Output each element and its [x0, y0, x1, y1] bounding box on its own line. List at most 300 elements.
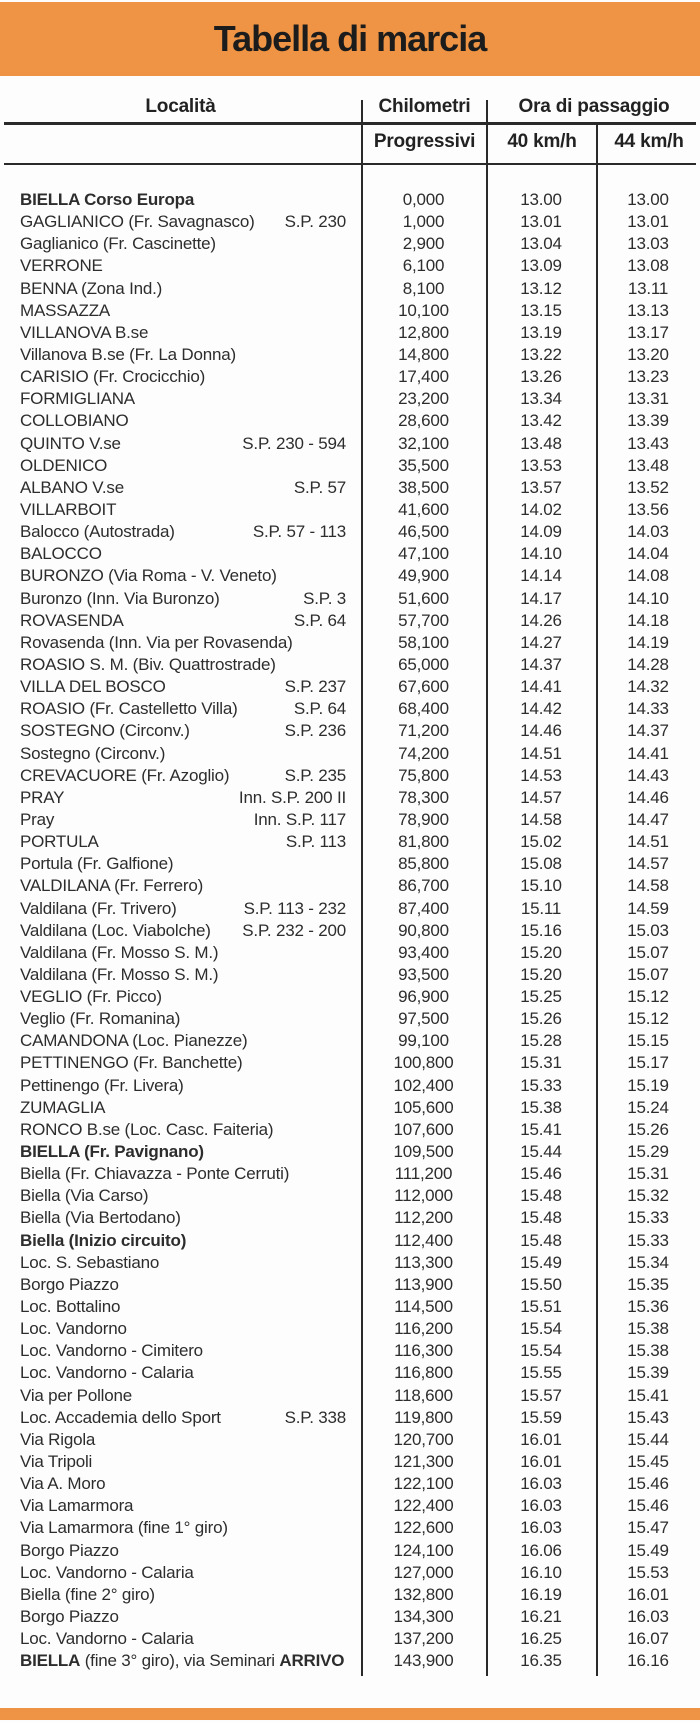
table-row: [0, 543, 700, 565]
km-progressive-cell: 35,500: [398, 455, 449, 475]
locality-name: CREVACUORE (Fr. Azoglio): [20, 765, 230, 785]
locality-cell: [0, 300, 361, 322]
time-44kmh-cell: 15.47: [627, 1518, 669, 1538]
time-40kmh-cell: 13.26: [520, 367, 562, 387]
time-44kmh-cell: 15.03: [627, 920, 669, 940]
time-44kmh-cell: 14.19: [627, 632, 669, 652]
time-40kmh-cell: 15.20: [520, 964, 562, 984]
table-row: [0, 1495, 700, 1517]
locality-cell: [0, 986, 361, 1008]
time-44kmh-cell: 14.37: [627, 721, 669, 741]
table-row: [0, 1052, 700, 1074]
timetable-rows: [0, 165, 700, 1672]
table-row: [0, 1385, 700, 1407]
km-progressive-cell: 10,100: [398, 300, 449, 320]
locality-cell: [0, 388, 361, 410]
km-progressive-cell: 105,600: [393, 1097, 454, 1117]
table-row: [0, 698, 700, 720]
locality-name: VILLANOVA B.se: [20, 322, 149, 342]
sp-road-label: S.P. 230 - 594: [242, 433, 346, 453]
km-progressive-cell: 137,200: [393, 1629, 454, 1649]
locality-cell: [0, 1628, 361, 1650]
table-row: [0, 388, 700, 410]
locality-name: VEGLIO (Fr. Picco): [20, 987, 162, 1007]
locality-name: BURONZO (Via Roma - V. Veneto): [20, 566, 277, 586]
time-40kmh-cell: 14.57: [520, 787, 562, 807]
time-44kmh-cell: 13.01: [627, 212, 669, 232]
locality-cell: [0, 610, 361, 632]
time-44kmh-cell: 13.00: [627, 190, 669, 209]
locality-cell: [0, 1075, 361, 1097]
km-progressive-cell: 112,200: [394, 1208, 453, 1228]
table-row: [0, 964, 700, 986]
time-44kmh-cell: 13.31: [627, 389, 669, 409]
km-progressive-cell: 109,500: [393, 1142, 454, 1162]
table-row: [0, 986, 700, 1008]
table-row: [0, 1141, 700, 1163]
column-header-44kmh: 44 km/h: [614, 131, 684, 152]
locality-name: Via Lamarmora: [20, 1496, 134, 1516]
time-40kmh-cell: 16.25: [520, 1629, 562, 1649]
time-40kmh-cell: 13.01: [520, 212, 562, 232]
locality-name: Pray: [20, 809, 55, 829]
table-row: [0, 233, 700, 255]
time-40kmh-cell: 14.53: [520, 765, 562, 785]
locality-cell: [0, 477, 361, 499]
time-40kmh-cell: 14.14: [520, 566, 562, 586]
table-row: [0, 255, 700, 277]
time-44kmh-cell: 15.41: [627, 1385, 669, 1405]
locality-cell: [0, 809, 361, 831]
page-title: Tabella di marcia: [213, 18, 487, 59]
km-progressive-cell: 100,800: [393, 1053, 454, 1073]
sp-road-label: S.P. 232 - 200: [242, 920, 346, 940]
table-row: [0, 1296, 700, 1318]
time-44kmh-cell: 15.32: [627, 1186, 669, 1206]
table-row: [0, 211, 700, 233]
column-header-ora-di-passaggio: Ora di passaggio: [518, 96, 670, 117]
km-progressive-cell: 122,600: [393, 1518, 454, 1538]
locality-cell: [0, 255, 361, 277]
time-40kmh-cell: 14.09: [520, 522, 562, 542]
time-40kmh-cell: 14.46: [520, 721, 562, 741]
km-progressive-cell: 28,600: [398, 411, 449, 431]
time-44kmh-cell: 15.36: [627, 1297, 669, 1317]
time-40kmh-cell: 14.02: [520, 499, 562, 519]
time-44kmh-cell: 15.44: [627, 1429, 669, 1449]
locality-name: VILLA DEL BOSCO: [20, 677, 166, 697]
km-progressive-cell: 2,900: [402, 234, 445, 254]
locality-cell: [0, 1274, 361, 1296]
locality-name: Villanova B.se (Fr. La Donna): [20, 344, 236, 364]
locality-cell: [0, 233, 361, 255]
locality-name: Loc. Vandorno - Calaria: [20, 1629, 194, 1649]
locality-name: Rovasenda (Inn. Via per Rovasenda): [20, 632, 293, 652]
time-40kmh-cell: 13.34: [520, 389, 562, 409]
time-40kmh-cell: 14.26: [520, 610, 562, 630]
time-40kmh-cell: 15.54: [520, 1341, 562, 1361]
time-40kmh-cell: 15.25: [520, 987, 562, 1007]
time-40kmh-cell: 15.31: [520, 1053, 562, 1073]
km-progressive-cell: 71,200: [398, 721, 449, 741]
time-44kmh-cell: 15.46: [627, 1474, 669, 1494]
locality-name: Borgo Piazzo: [20, 1274, 119, 1294]
time-40kmh-cell: 14.58: [520, 809, 562, 829]
locality-cell: [0, 743, 361, 765]
km-progressive-cell: 12,800: [398, 322, 449, 342]
time-44kmh-cell: 15.49: [627, 1540, 669, 1560]
time-40kmh-cell: 14.41: [520, 677, 562, 697]
table-row: [0, 720, 700, 742]
locality-cell: [0, 1097, 361, 1119]
locality-cell: [0, 875, 361, 897]
locality-name: Biella (fine 2° giro): [20, 1584, 155, 1604]
locality-cell: [0, 920, 361, 942]
time-44kmh-cell: 13.52: [627, 477, 669, 497]
locality-cell: [0, 853, 361, 875]
km-progressive-cell: 119,800: [394, 1407, 453, 1427]
time-40kmh-cell: 13.22: [520, 344, 562, 364]
time-44kmh-cell: 15.24: [627, 1097, 669, 1117]
time-40kmh-cell: 15.57: [520, 1385, 562, 1405]
locality-name: BIELLA (fine 3° giro), via Seminari ARRIVO: [20, 1651, 345, 1671]
locality-cell: [0, 455, 361, 477]
locality-name: ROASIO (Fr. Castelletto Villa): [20, 699, 238, 719]
km-progressive-cell: 132,800: [393, 1584, 454, 1604]
km-progressive-cell: 102,400: [393, 1075, 454, 1095]
km-progressive-cell: 97,500: [398, 1009, 449, 1029]
locality-cell: [0, 211, 361, 233]
locality-cell: [0, 1407, 361, 1429]
time-40kmh-cell: 16.03: [520, 1518, 562, 1538]
time-40kmh-cell: 15.02: [520, 832, 562, 852]
time-44kmh-cell: 15.29: [627, 1142, 669, 1162]
km-progressive-cell: 0,000: [402, 190, 445, 209]
locality-cell: [0, 1650, 361, 1672]
locality-name: Balocco (Autostrada): [20, 522, 175, 542]
time-44kmh-cell: 14.18: [627, 610, 669, 630]
locality-name: Veglio (Fr. Romanina): [20, 1009, 181, 1029]
time-44kmh-cell: 15.33: [627, 1208, 669, 1228]
time-40kmh-cell: 13.00: [520, 190, 562, 209]
time-44kmh-cell: 14.43: [627, 765, 669, 785]
time-44kmh-cell: 13.43: [627, 433, 669, 453]
time-44kmh-cell: 13.08: [627, 256, 669, 276]
time-40kmh-cell: 15.44: [520, 1142, 562, 1162]
time-44kmh-cell: 13.03: [627, 234, 669, 254]
locality-name: BIELLA (Fr. Pavignano): [20, 1142, 204, 1162]
table-row: [0, 1008, 700, 1030]
table-row: [0, 366, 700, 388]
time-40kmh-cell: 16.01: [520, 1452, 562, 1472]
locality-cell: [0, 189, 361, 211]
time-40kmh-cell: 15.16: [520, 920, 562, 940]
km-progressive-cell: 41,600: [398, 499, 449, 519]
locality-cell: [0, 1473, 361, 1495]
column-header-chilometri: Chilometri: [378, 96, 471, 117]
time-44kmh-cell: 15.46: [627, 1496, 669, 1516]
time-44kmh-cell: 14.08: [627, 566, 669, 586]
locality-name: Loc. Vandorno - Cimitero: [20, 1341, 203, 1361]
locality-cell: [0, 543, 361, 565]
km-progressive-cell: 78,300: [398, 787, 449, 807]
locality-cell: [0, 1185, 361, 1207]
locality-name: ROASIO S. M. (Biv. Quattrostrade): [20, 654, 276, 674]
km-progressive-cell: 8,100: [402, 278, 445, 298]
locality-name: Biella (Via Bertodano): [20, 1208, 181, 1228]
km-progressive-cell: 116,200: [394, 1319, 453, 1339]
locality-name: Loc. S. Sebastiano: [20, 1252, 160, 1272]
time-44kmh-cell: 14.57: [627, 854, 669, 874]
table-row: [0, 1230, 700, 1252]
km-progressive-cell: 51,600: [398, 588, 449, 608]
time-40kmh-cell: 15.48: [520, 1186, 562, 1206]
locality-cell: [0, 1141, 361, 1163]
locality-name: ROVASENDA: [20, 610, 124, 630]
sp-road-label: S.P. 57 - 113: [252, 522, 346, 542]
table-row: [0, 1274, 700, 1296]
locality-cell: [0, 366, 361, 388]
km-progressive-cell: 93,400: [398, 942, 449, 962]
time-44kmh-cell: 13.48: [627, 455, 669, 475]
time-44kmh-cell: 15.38: [627, 1341, 669, 1361]
table-row: [0, 676, 700, 698]
table-row: [0, 1540, 700, 1562]
km-progressive-cell: 90,800: [398, 920, 449, 940]
locality-cell: [0, 1429, 361, 1451]
km-progressive-cell: 81,800: [398, 832, 449, 852]
time-44kmh-cell: 15.39: [627, 1363, 669, 1383]
time-40kmh-cell: 15.55: [520, 1363, 562, 1383]
locality-cell: [0, 676, 361, 698]
sp-road-label: S.P. 64: [293, 699, 346, 719]
locality-cell: [0, 433, 361, 455]
time-40kmh-cell: 15.54: [520, 1319, 562, 1339]
table-row: [0, 1606, 700, 1628]
locality-name: ZUMAGLIA: [20, 1097, 106, 1117]
locality-cell: [0, 588, 361, 610]
table-row: [0, 1119, 700, 1141]
locality-name: Via Lamarmora (fine 1° giro): [20, 1518, 228, 1538]
time-44kmh-cell: 15.17: [627, 1053, 669, 1073]
km-progressive-cell: 96,900: [398, 987, 449, 1007]
locality-name: PORTULA: [20, 832, 99, 852]
time-40kmh-cell: 16.01: [520, 1429, 562, 1449]
km-progressive-cell: 78,900: [398, 809, 449, 829]
table-row: [0, 1451, 700, 1473]
time-40kmh-cell: 13.53: [520, 455, 562, 475]
time-40kmh-cell: 15.46: [520, 1164, 562, 1184]
km-progressive-cell: 122,400: [393, 1496, 454, 1516]
time-44kmh-cell: 15.26: [627, 1119, 669, 1139]
km-progressive-cell: 65,000: [398, 654, 449, 674]
locality-name: SOSTEGNO (Circonv.): [20, 721, 190, 741]
table-row: [0, 588, 700, 610]
table-row: [0, 1517, 700, 1539]
locality-cell: [0, 1230, 361, 1252]
time-44kmh-cell: 15.34: [627, 1252, 669, 1272]
locality-cell: [0, 1252, 361, 1274]
locality-name: Via Rigola: [20, 1429, 96, 1449]
time-40kmh-cell: 14.42: [520, 699, 562, 719]
table-row: [0, 787, 700, 809]
locality-name: Biella (Fr. Chiavazza - Ponte Cerruti): [20, 1164, 290, 1184]
locality-name: Loc. Bottalino: [20, 1297, 121, 1317]
table-row: [0, 1628, 700, 1650]
locality-cell: [0, 1495, 361, 1517]
km-progressive-cell: 1,000: [402, 212, 445, 232]
locality-name: Portula (Fr. Galfione): [20, 854, 174, 874]
locality-name: Loc. Vandorno - Calaria: [20, 1363, 194, 1383]
table-row: [0, 455, 700, 477]
time-44kmh-cell: 16.01: [627, 1584, 669, 1604]
sp-road-label: Inn. S.P. 200 II: [238, 787, 346, 807]
locality-name: Pettinengo (Fr. Livera): [20, 1075, 184, 1095]
locality-name: Valdilana (Fr. Trivero): [20, 898, 177, 918]
time-44kmh-cell: 14.10: [627, 588, 669, 608]
header-divider-thick: [4, 122, 696, 125]
time-40kmh-cell: 16.21: [520, 1607, 562, 1626]
locality-name: Borgo Piazzo: [20, 1540, 119, 1560]
time-44kmh-cell: 15.19: [627, 1075, 669, 1095]
time-40kmh-cell: 16.03: [520, 1496, 562, 1516]
time-40kmh-cell: 13.42: [520, 411, 562, 431]
locality-name: Loc. Vandorno: [20, 1319, 127, 1339]
locality-name: Borgo Piazzo: [20, 1607, 119, 1626]
time-44kmh-cell: 15.33: [627, 1230, 669, 1250]
locality-cell: [0, 521, 361, 543]
km-progressive-cell: 116,300: [394, 1341, 453, 1361]
km-progressive-cell: 87,400: [398, 898, 449, 918]
time-40kmh-cell: 13.12: [520, 278, 562, 298]
table-row: [0, 654, 700, 676]
locality-cell: [0, 787, 361, 809]
locality-cell: [0, 1451, 361, 1473]
time-44kmh-cell: 15.15: [627, 1031, 669, 1051]
time-40kmh-cell: 15.50: [520, 1274, 562, 1294]
km-progressive-cell: 99,100: [398, 1031, 449, 1051]
table-row: [0, 875, 700, 897]
locality-name: COLLOBIANO: [20, 411, 129, 431]
locality-name: Loc. Vandorno - Calaria: [20, 1562, 194, 1582]
locality-name: MASSAZZA: [20, 300, 111, 320]
locality-cell: [0, 565, 361, 587]
table-row: [0, 743, 700, 765]
sp-road-label: S.P. 3: [303, 588, 346, 608]
time-40kmh-cell: 15.48: [520, 1230, 562, 1250]
sp-road-label: S.P. 64: [293, 610, 346, 630]
sp-road-label: S.P. 113: [285, 832, 346, 852]
km-progressive-cell: 23,200: [398, 389, 449, 409]
time-44kmh-cell: 13.39: [627, 411, 669, 431]
locality-name: OLDENICO: [20, 455, 108, 475]
time-44kmh-cell: 16.03: [627, 1607, 669, 1626]
time-44kmh-cell: 15.45: [627, 1452, 669, 1472]
locality-name: Biella (Via Carso): [20, 1186, 149, 1206]
table-row: [0, 1075, 700, 1097]
locality-cell: [0, 1606, 361, 1628]
time-40kmh-cell: 16.10: [520, 1562, 562, 1582]
time-40kmh-cell: 14.51: [520, 743, 562, 763]
locality-name: GAGLIANICO (Fr. Savagnasco): [20, 212, 255, 232]
km-progressive-cell: 111,200: [394, 1164, 453, 1184]
table-row: [0, 521, 700, 543]
time-44kmh-cell: 14.28: [627, 654, 669, 674]
locality-cell: [0, 1052, 361, 1074]
time-40kmh-cell: 15.51: [520, 1297, 562, 1317]
table-row: [0, 278, 700, 300]
time-40kmh-cell: 14.27: [520, 632, 562, 652]
table-row: [0, 610, 700, 632]
time-40kmh-cell: 16.06: [520, 1540, 562, 1560]
time-40kmh-cell: 15.41: [520, 1119, 562, 1139]
time-44kmh-cell: 13.13: [627, 300, 669, 320]
locality-name: FORMIGLIANA: [20, 389, 135, 409]
locality-name: Gaglianico (Fr. Cascinette): [20, 234, 216, 254]
time-44kmh-cell: 15.38: [627, 1319, 669, 1339]
time-40kmh-cell: 16.03: [520, 1474, 562, 1494]
locality-cell: [0, 1562, 361, 1584]
locality-cell: [0, 1296, 361, 1318]
time-40kmh-cell: 13.48: [520, 433, 562, 453]
km-progressive-cell: 118,600: [394, 1385, 453, 1405]
column-header-progressivi: Progressivi: [373, 131, 476, 152]
table-row: [0, 632, 700, 654]
locality-cell: [0, 322, 361, 344]
time-40kmh-cell: 16.35: [520, 1651, 562, 1671]
locality-cell: [0, 765, 361, 787]
table-row: [0, 300, 700, 322]
locality-cell: [0, 632, 361, 654]
table-row: [0, 1584, 700, 1606]
locality-name: BALOCCO: [20, 544, 102, 564]
locality-cell: [0, 344, 361, 366]
table-row: [0, 898, 700, 920]
km-progressive-cell: 86,700: [398, 876, 449, 896]
time-40kmh-cell: 13.04: [520, 234, 562, 254]
km-progressive-cell: 57,700: [398, 610, 449, 630]
table-row: [0, 765, 700, 787]
km-progressive-cell: 116,800: [394, 1363, 453, 1383]
locality-name: Valdilana (Fr. Mosso S. M.): [20, 942, 219, 962]
km-progressive-cell: 134,300: [393, 1607, 454, 1626]
locality-cell: [0, 698, 361, 720]
time-40kmh-cell: 15.20: [520, 942, 562, 962]
time-40kmh-cell: 15.48: [520, 1208, 562, 1228]
km-progressive-cell: 124,100: [393, 1540, 454, 1560]
km-progressive-cell: 6,100: [402, 256, 445, 276]
time-40kmh-cell: 14.37: [520, 654, 562, 674]
locality-name: Valdilana (Fr. Mosso S. M.): [20, 964, 219, 984]
km-progressive-cell: 47,100: [398, 544, 449, 564]
locality-name: RONCO B.se (Loc. Casc. Faiteria): [20, 1119, 274, 1139]
locality-name: Via per Pollone: [20, 1385, 132, 1405]
locality-name: PETTINENGO (Fr. Banchette): [20, 1053, 243, 1073]
locality-cell: [0, 964, 361, 986]
time-40kmh-cell: 15.11: [520, 898, 562, 918]
time-40kmh-cell: 15.59: [520, 1407, 562, 1427]
km-progressive-cell: 143,900: [393, 1651, 454, 1671]
time-44kmh-cell: 14.58: [627, 876, 669, 896]
time-44kmh-cell: 15.53: [627, 1562, 669, 1582]
table-row: [0, 831, 700, 853]
time-40kmh-cell: 13.19: [520, 322, 562, 342]
bottom-accent-bar: [0, 1708, 700, 1720]
locality-name: VALDILANA (Fr. Ferrero): [20, 876, 204, 896]
locality-name: Loc. Accademia dello Sport: [20, 1407, 221, 1427]
time-40kmh-cell: 15.38: [520, 1097, 562, 1117]
table-row: [0, 410, 700, 432]
